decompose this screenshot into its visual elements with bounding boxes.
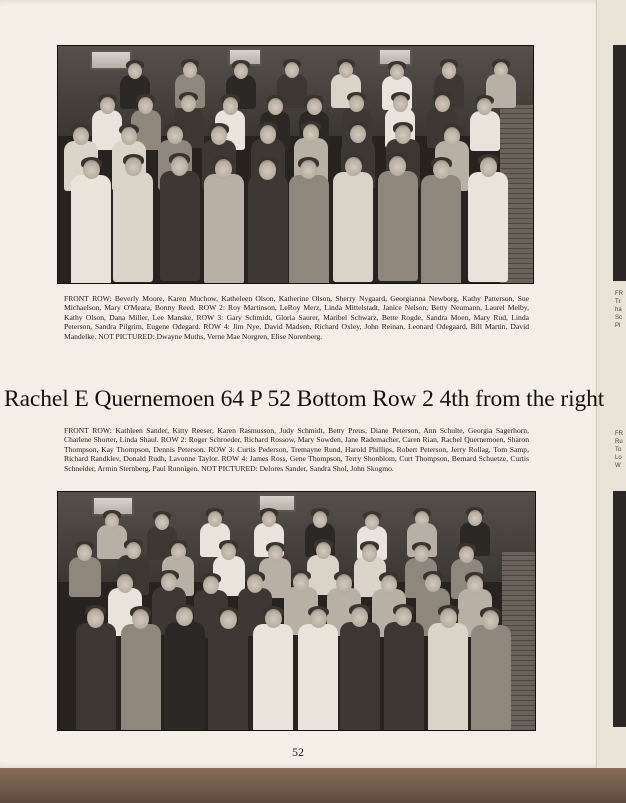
- facing-page-photo: [613, 491, 626, 727]
- facing-page-caption-fragment: FR Ru To Lo W: [615, 431, 623, 469]
- annotation-note: Rachel E Quernemoen 64 P 52 Bottom Row 2 4th from the right: [4, 386, 605, 412]
- bottom-photo-caption: FRONT ROW: Kathleen Sander, Kitty Reeser, Karen Rasmusson, Judy Schmidt, Betty Preus, Diane Peterson, Ann Schulte, Georgia Sagerhorn, Charlene Shorter, Linda Shaul. ROW 2: Roger Schroeder, Richard Rossow, Mary Sowden, Jane Rademacher, Caren Rian, Rachel Quernemoen, Sharon Thompson, Kay Thompson, Dennis Peterson. ROW 3: Curtis Pederson, Tremayne Rund, Harold Phillips, Robert Peterson, Jerry Rollag, Tom Samp, Richard Randklev, Donald Rudh, Lavonne Taylor. ROW 4: James Ross, Gene Thompson, Terry Shonblom, Curt Thompson, Bernard Schuetze, Curtis Schneider, Armin Sternberg, Paul Runnigen. NOT PICTURED: Delores Sander, Sandra Shol, John Skogmo.: [64, 426, 529, 473]
- facing-page-photo: [613, 45, 626, 281]
- facing-page-caption-fragment: FR Tr ha Sc Pl: [615, 291, 623, 329]
- book-edge: [0, 768, 626, 803]
- class-photo-bottom: [57, 491, 536, 731]
- top-photo-caption: FRONT ROW: Beverly Moore, Karen Muchow, Katheleen Olson, Katherine Olson, Sherry Nygaard, Georgianna Newborg, Kathy Patterson, Sue Michaelson, Mary O'Meara, Bonny Reed. ROW 2: Roy Martinson, LeRoy Merz, Linda Mittelstadt, Janice Nelson, Betty Neumann, Laurel Melby, Kathy Olson, Dana Miller, Lee Manske, ROW 3: Gary Schmidt, Gloria Saurer, Maribel Schwarz, Bette Rogde, Sandra Moen, Mary Rud, Linda Peterson, Sandra Pilgrim, Eugene Odegard. ROW 4: Jim Nye, David Madsen, Richard Oxley, John Reinan, Leonard Odegaard, Bill Martin, David Mandelke. NOT PICTURED: Dwayne Muths, Verne Mae Norgren, Elise Norenberg.: [64, 294, 529, 341]
- page-number: 52: [292, 745, 304, 759]
- class-photo-top: [57, 45, 534, 284]
